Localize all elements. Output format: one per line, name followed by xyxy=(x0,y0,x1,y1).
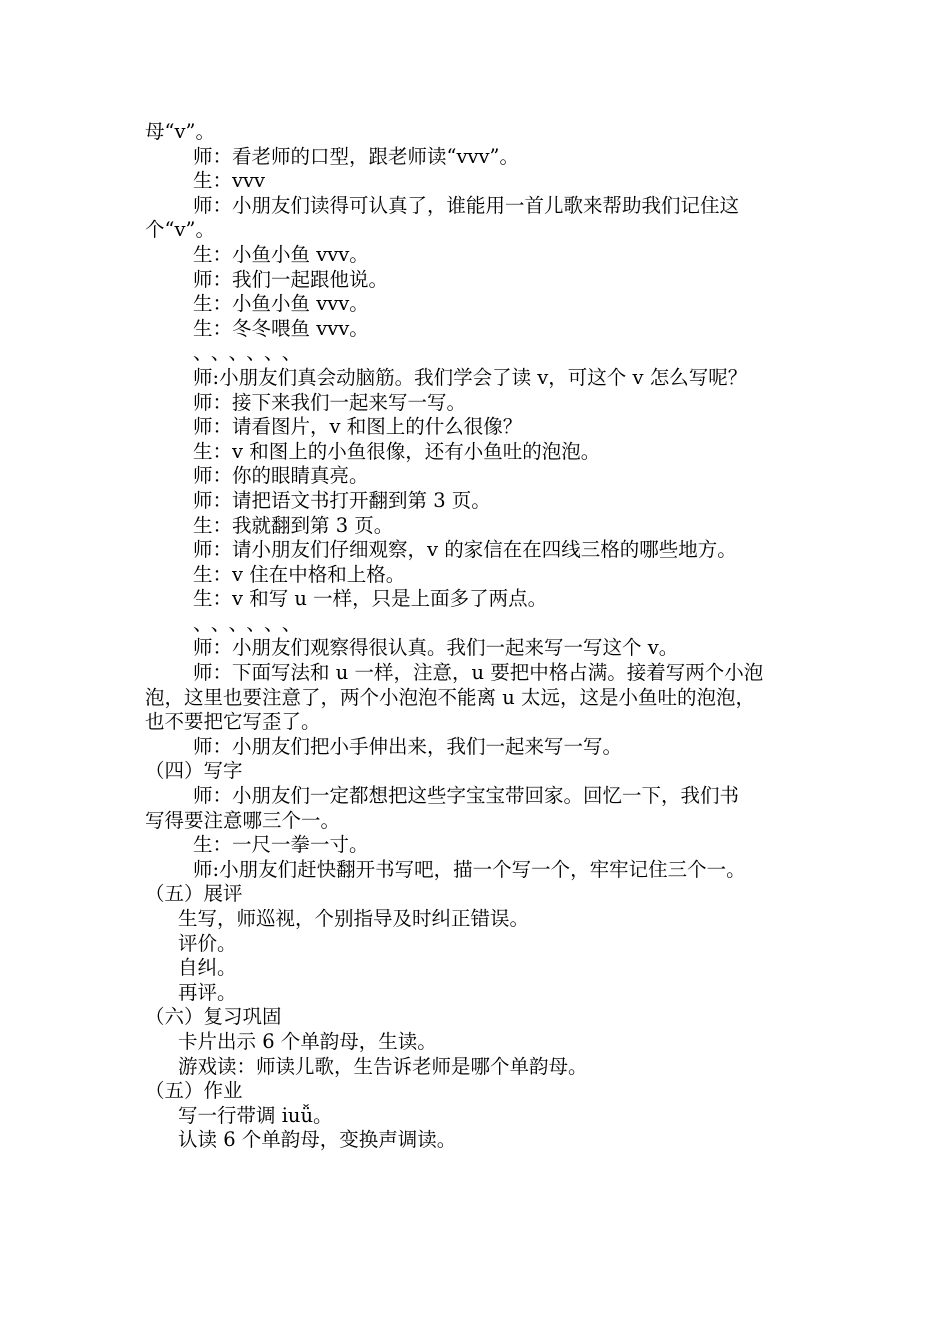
text-line: 再评。 xyxy=(178,980,237,1004)
lesson-text xyxy=(145,120,811,1153)
text-line: 生：小鱼小鱼 vvv。 xyxy=(193,242,369,266)
text-line: 也不要把它写歪了。 xyxy=(145,710,321,734)
text-line: 师：小朋友们读得可认真了，谁能用一首儿歌来帮助我们记住这 xyxy=(193,193,740,217)
text-line: 卡片出示 6 个单韵母，生读。 xyxy=(178,1029,437,1053)
text-line: 生：v 住在中格和上格。 xyxy=(193,562,406,586)
text-line: 生：v 和写 u 一样，只是上面多了两点。 xyxy=(193,587,548,611)
text-line: 写得要注意哪三个一。 xyxy=(145,808,341,832)
text-line: 个“v”。 xyxy=(145,218,215,242)
text-line: 师：下面写法和 u 一样，注意，u 要把中格占满。接着写两个小泡 xyxy=(193,661,764,685)
section-heading: （六）复习巩固 xyxy=(145,1005,282,1029)
text-line: 生：vvv xyxy=(193,169,266,193)
text-line: 写一行带调 iuǚ。 xyxy=(178,1103,333,1127)
text-line: 师：接下来我们一起来写一写。 xyxy=(193,390,467,414)
ellipsis-marks: 、、、、、、 xyxy=(193,341,310,365)
text-line: 师：请把语文书打开翻到第 3 页。 xyxy=(193,488,491,512)
text-line: 泡，这里也要注意了，两个小泡泡不能离 u 太远，这是小鱼吐的泡泡， xyxy=(145,685,755,709)
text-line: 生：冬冬喂鱼 vvv。 xyxy=(193,316,369,340)
text-line: 师：请看图片，v 和图上的什么很像？ xyxy=(193,415,523,439)
text-line: 母“v”。 xyxy=(145,120,215,143)
text-line: 游戏读：师读儿歌，生告诉老师是哪个单韵母。 xyxy=(178,1054,588,1078)
section-heading: （五）作业 xyxy=(145,1079,243,1103)
text-line: 生：一尺一拳一寸。 xyxy=(193,833,369,857)
text-line: 师：小朋友们一定都想把这些字宝宝带回家。回忆一下，我们书 xyxy=(193,784,740,808)
section-heading: （五）展评 xyxy=(145,882,243,906)
text-line: 自纠。 xyxy=(178,956,237,980)
text-line: 师：小朋友们把小手伸出来，我们一起来写一写。 xyxy=(193,734,623,758)
text-line: 师:小朋友们赶快翻开书写吧，描一个写一个，牢牢记住三个一。 xyxy=(193,857,746,881)
text-line: 师：我们一起跟他说。 xyxy=(193,267,389,291)
section-heading: （四）写字 xyxy=(145,759,243,783)
text-line: 生：v 和图上的小鱼很像，还有小鱼吐的泡泡。 xyxy=(193,439,601,463)
text-line: 生：我就翻到第 3 页。 xyxy=(193,513,394,537)
ellipsis-marks: 、、、、、、 xyxy=(193,611,310,635)
text-line: 师：你的眼睛真亮。 xyxy=(193,464,369,488)
text-line: 评价。 xyxy=(178,931,237,955)
text-line: 生：小鱼小鱼 vvv。 xyxy=(193,292,369,316)
text-line: 生写，师巡视，个别指导及时纠正错误。 xyxy=(178,907,530,930)
text-line: 师：请小朋友们仔细观察，v 的家信在在四线三格的哪些地方。 xyxy=(193,538,737,562)
text-line: 师：小朋友们观察得很认真。我们一起来写一写这个 v。 xyxy=(193,636,679,660)
text-line: 认读 6 个单韵母，变换声调读。 xyxy=(178,1128,457,1152)
text-line: 师:小朋友们真会动脑筋。我们学会了读 v，可这个 v 怎么写呢？ xyxy=(193,365,748,389)
text-line: 师：看老师的口型，跟老师读“vvv”。 xyxy=(193,144,519,168)
